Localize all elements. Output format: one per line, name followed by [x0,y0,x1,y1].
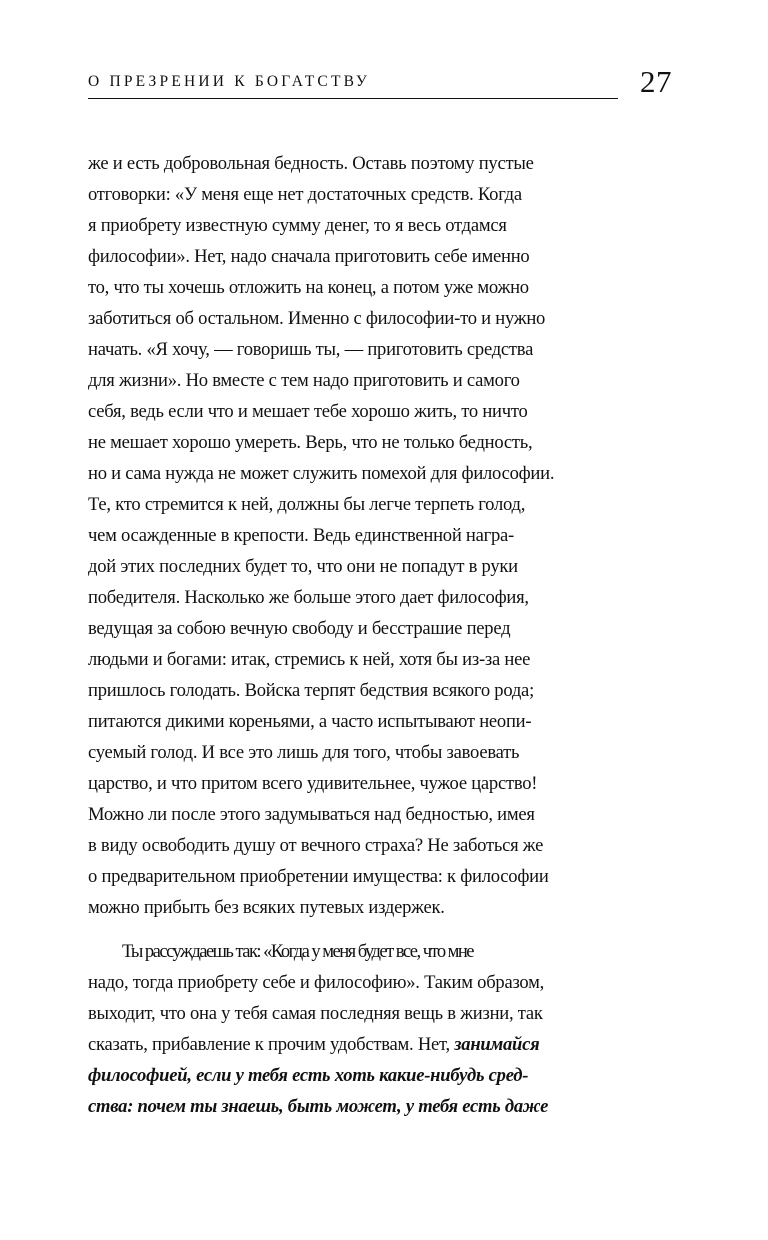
text-line [88,520,648,551]
emphasized-text: занимайся [454,1034,540,1055]
text-line [88,272,648,303]
text-line [88,179,648,210]
text-span: пришлось голодать. Войска терпят бедствия всякого рода; [88,680,534,701]
text-span: я приобрету известную сумму денег, то я весь отдамся [88,215,507,236]
text-line [88,1029,648,1060]
text-span: не мешает хорошо умереть. Верь, что не только бедность, [88,432,533,453]
text-span: но и сама нужда не может служить помехой для философии. [88,463,555,484]
text-line [88,768,648,799]
text-span: Можно ли после этого задумываться над бедностью, имея [88,804,535,825]
text-span: дой этих последних будет то, что они не попадут в руки [88,556,518,577]
text-line [88,427,648,458]
text-line [88,830,648,861]
text-line [88,936,648,967]
text-line [88,706,648,737]
text-span: в виду освободить душу от вечного страха? Не заботься же [88,835,544,856]
text-span: победителя. Насколько же больше этого дает философия, [88,587,529,608]
text-line [88,303,648,334]
paragraph-gap [88,923,648,936]
text-line [88,861,648,892]
text-span: Ты рассуждаешь так: «Когда у меня будет все, что мне [122,941,474,962]
paragraph [88,936,648,1122]
text-span: выходит, что она у тебя самая последняя вещь в жизни, так [88,1003,543,1024]
text-span: чем осажденные в крепости. Ведь единственной награ- [88,525,515,546]
text-span: для жизни». Но вместе с тем надо приготовить и самого [88,370,520,391]
text-span: людьми и богами: итак, стремись к ней, хотя бы из-за нее [88,649,531,670]
text-span: философии». Нет, надо сначала приготовить себе именно [88,246,530,267]
text-line [88,892,648,923]
text-line [88,582,648,613]
text-line [88,1060,648,1091]
text-span: отговорки: «У меня еще нет достаточных средств. Когда [88,184,522,205]
text-span: суемый голод. И все это лишь для того, чтобы завоевать [88,742,520,763]
text-line [88,675,648,706]
text-span: же и есть добровольная бедность. Оставь поэтому пустые [88,153,534,174]
text-span: то, что ты хочешь отложить на конец, а потом уже можно [88,277,529,298]
text-line [88,396,648,427]
text-span: себя, ведь если что и мешает тебе хорошо жить, то ничто [88,401,528,422]
text-span: надо, тогда приобрету себе и философию». Таким образом, [88,972,545,993]
text-line [88,148,648,179]
text-line [88,998,648,1029]
text-line [88,241,648,272]
text-line [88,489,648,520]
text-line [88,799,648,830]
body-text [88,148,648,1122]
text-span: можно прибыть без всяких путевых издержек. [88,897,445,918]
text-span: ведущая за собою вечную свободу и бесстрашие перед [88,618,511,639]
text-line [88,334,648,365]
text-line [88,458,648,489]
text-line [88,551,648,582]
text-line [88,365,648,396]
text-span: заботиться об остальном. Именно с философии-то и нужно [88,308,546,329]
running-title: О ПРЕЗРЕНИИ К БОГАТСТВУ [88,73,371,90]
text-line [88,644,648,675]
text-span: питаются дикими кореньями, а часто испытывают неопи- [88,711,532,732]
text-line [88,613,648,644]
text-line [88,210,648,241]
text-span: Те, кто стремится к ней, должны бы легче терпеть голод, [88,494,526,515]
text-span: начать. «Я хочу, — говоришь ты, — приготовить средства [88,339,534,360]
paragraph [88,148,648,923]
text-span: сказать, прибавление к прочим удобствам. Нет, [88,1034,455,1055]
running-head [88,66,618,99]
page-number: 27 [640,64,672,99]
text-span: о предварительном приобретении имущества: к философии [88,866,549,887]
emphasized-text: философией, если у тебя есть хоть какие-нибудь сред- [88,1065,529,1086]
text-line [88,737,648,768]
text-line [88,1091,648,1122]
emphasized-text: ства: почем ты знаешь, быть может, у тебя есть даже [88,1096,549,1117]
text-span: царство, и что притом всего удивительнее, чужое царство! [88,773,538,794]
text-line [88,967,648,998]
